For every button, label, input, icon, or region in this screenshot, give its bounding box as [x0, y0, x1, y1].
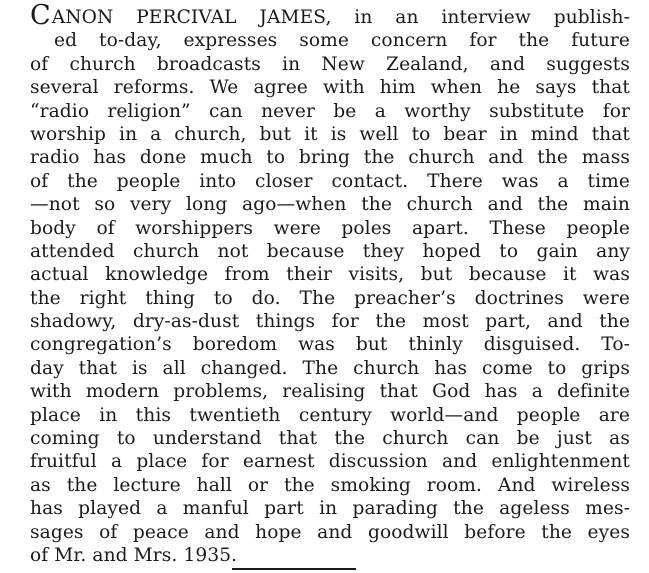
article-line-8: of the people into closer contact. There was a time [30, 170, 630, 192]
article-line-24: of Mr. and Mrs. 1935. [30, 544, 238, 566]
article-line-17: with modern problems, realising that God has a definite [30, 381, 630, 403]
section-divider-rule [232, 568, 356, 570]
article-line-10: body of worshippers were poles apart. These people [30, 217, 630, 239]
article-line-9: —not so very long ago—when the church and the main [30, 194, 630, 216]
article-line-15: congregation’s boredom was but thinly disguised. To- [30, 334, 630, 356]
article-line-20: fruitful a place for earnest discussion and enlightenment [30, 451, 630, 473]
article-line-6: worship in a church, but it is well to bear in mind that [30, 123, 630, 145]
article-line-21: as the lecture hall or the smoking room. And wireless [30, 474, 630, 496]
article-line-1 [30, 0, 630, 31]
article-line-12: actual knowledge from their visits, but because it was [30, 264, 630, 286]
article-line-19: coming to understand that the church can be just as [30, 428, 630, 450]
article-line-22: has played a manful part in parading the ageless mes- [30, 498, 630, 520]
article-line-18: place in this twentieth century world—and people are [30, 404, 630, 426]
article-line-13: the right thing to do. The preacher’s doctrines were [30, 287, 630, 309]
article-line-3: of church broadcasts in New Zealand, and suggests [30, 53, 630, 75]
drop-cap: C [30, 0, 51, 31]
article-column [30, 0, 630, 567]
article-line-5: “radio religion” can never be a worthy substitute for [30, 100, 630, 122]
article-line-11: attended church not because they hoped to gain any [30, 240, 630, 262]
article-line-4: several reforms. We agree with him when he says that [30, 77, 630, 99]
article-line-23: sages of peace and hope and goodwill before the eyes [30, 521, 630, 543]
article-line-2: ed to-day, expresses some concern for the future [54, 30, 630, 52]
article-line-7: radio has done much to bring the church and the mass [30, 147, 630, 169]
article-line-14: shadowy, dry-as-dust things for the most part, and the [30, 311, 630, 333]
article-line-1-text: ANON PERCIVAL JAMES, in an interview publish- [51, 7, 630, 28]
article-line-16: day that is all changed. The church has come to grips [30, 357, 630, 379]
